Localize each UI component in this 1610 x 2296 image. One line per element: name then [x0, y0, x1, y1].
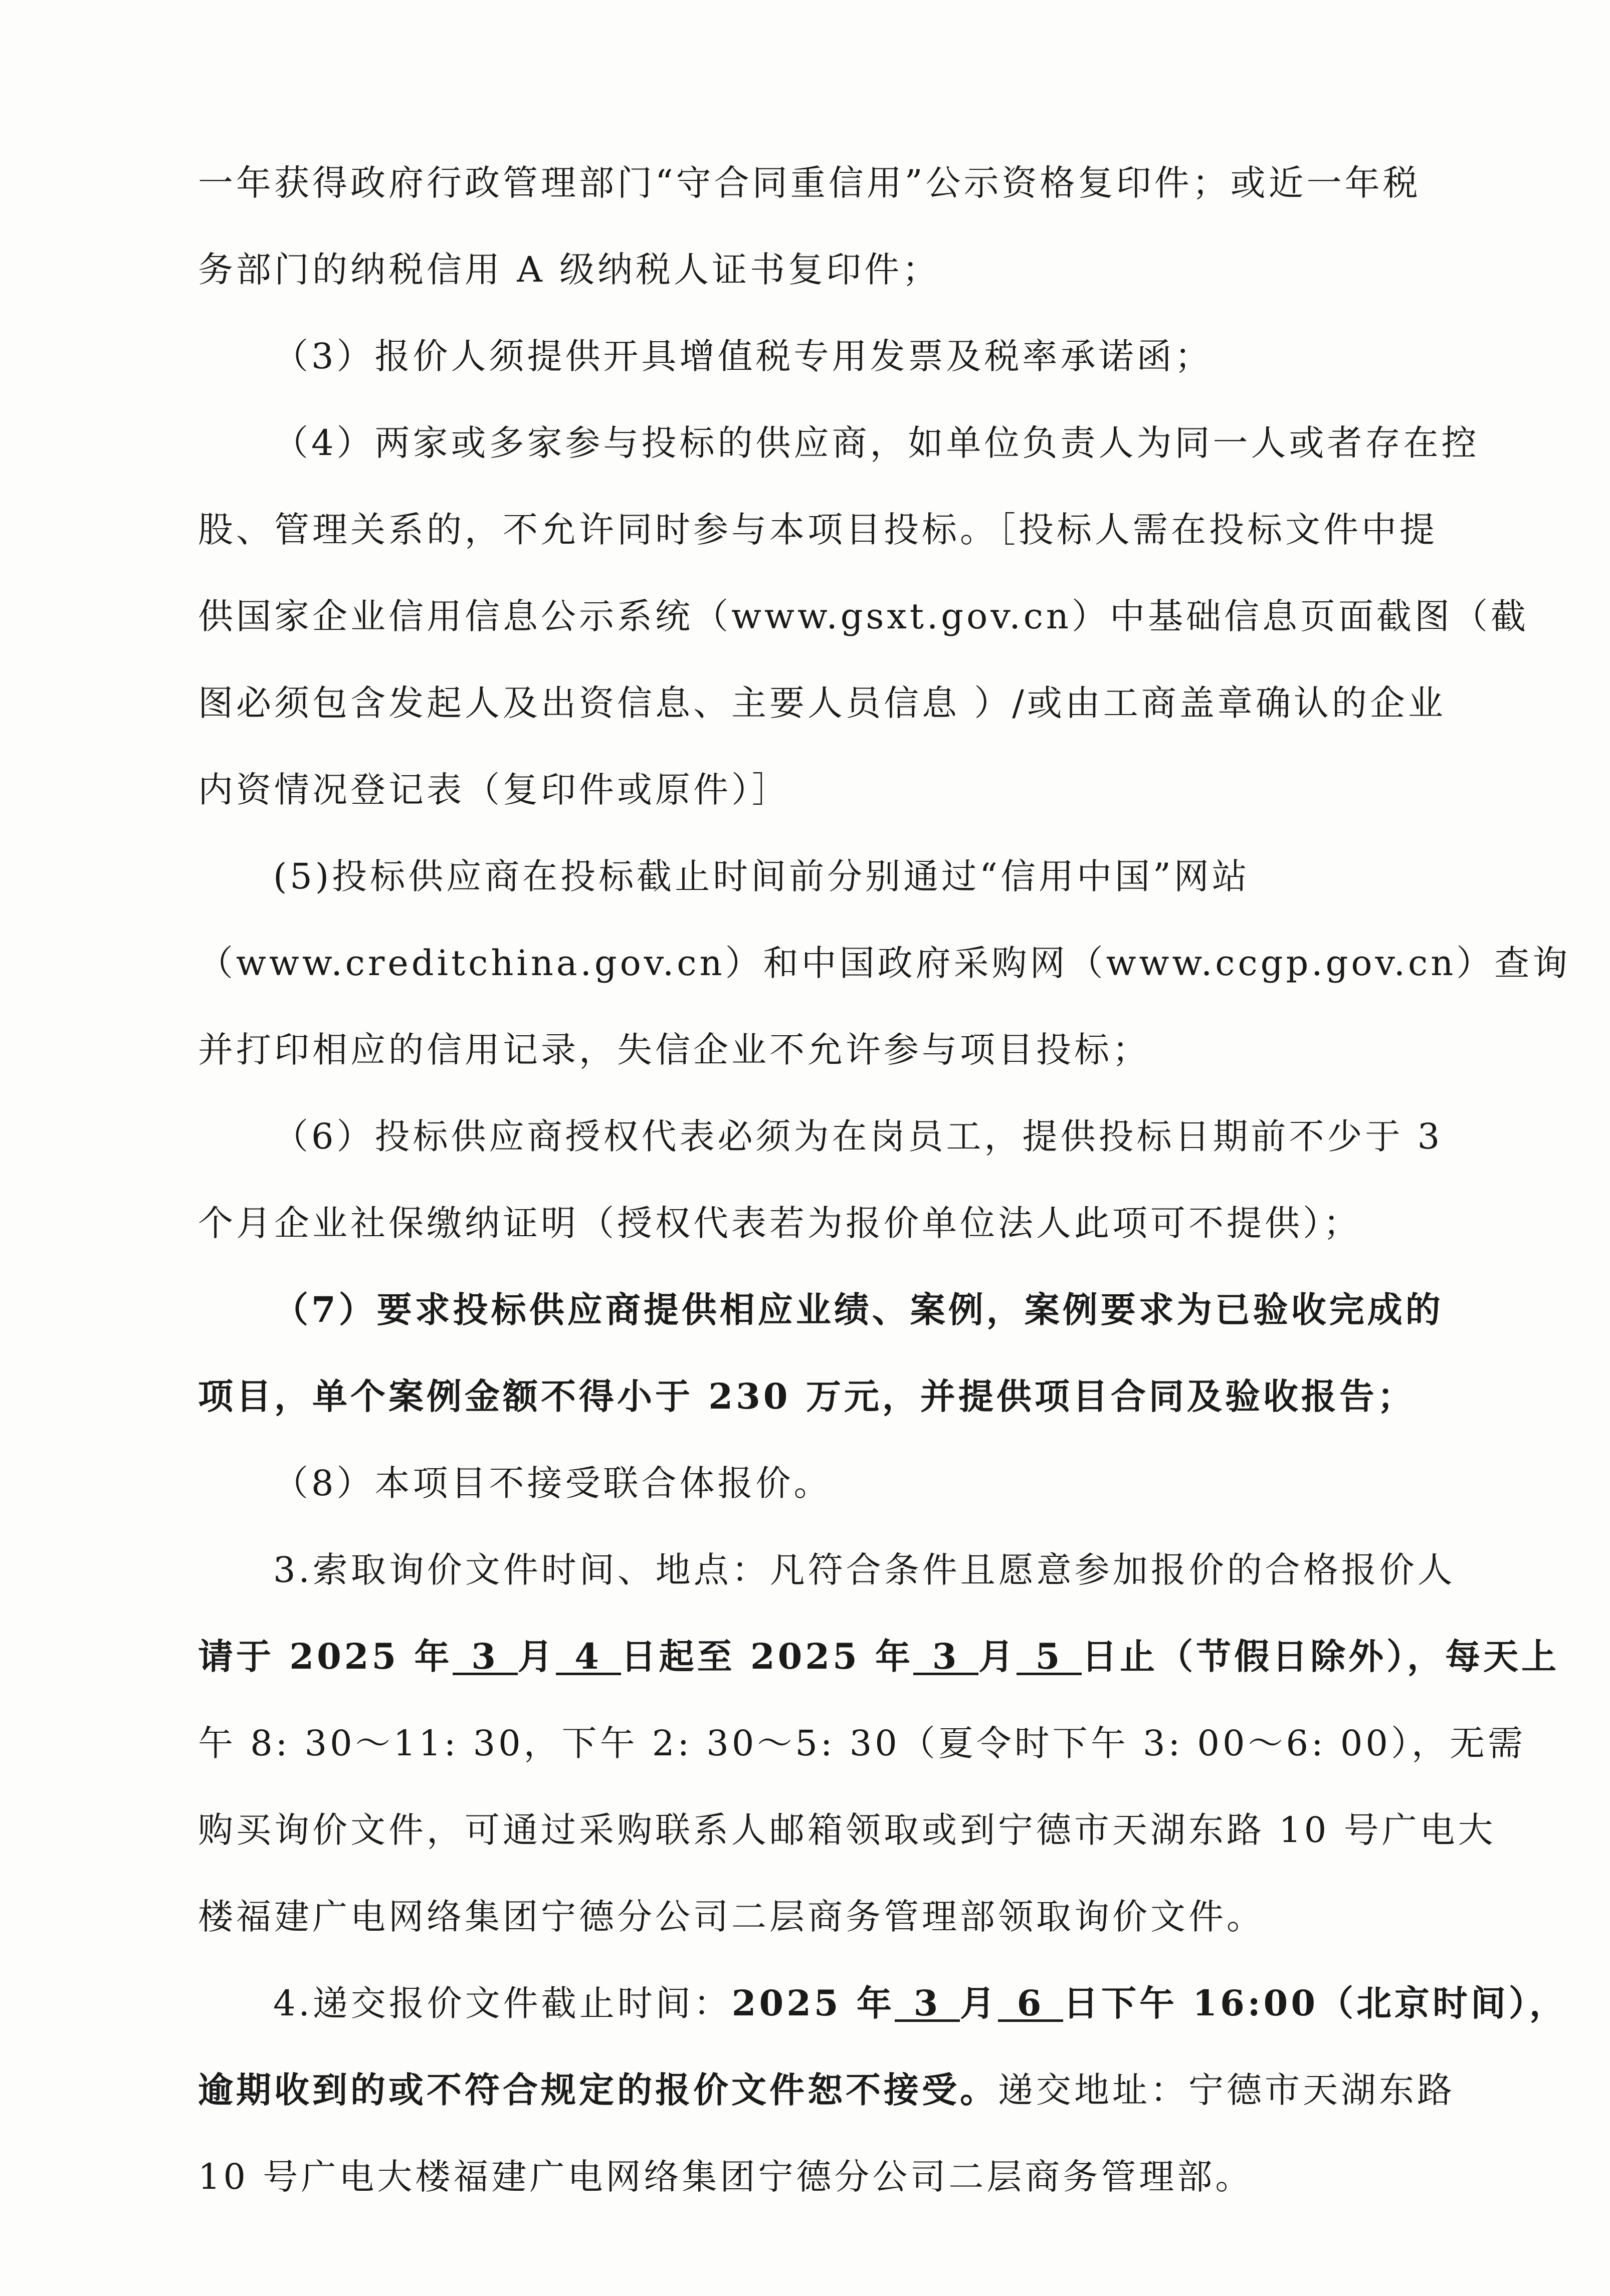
text-line: 个月企业社保缴纳证明（授权代表若为报价单位法人此项可不提供）； [198, 1203, 1361, 1244]
day-field: 6 [998, 1987, 1063, 2022]
deadline-line [198, 1982, 1568, 2024]
section-3-heading: 3.索取询价文件时间、地点：凡符合条件且愿意参加报价的合格报价人 [273, 1549, 1456, 1590]
text-line: 购买询价文件，可通过采购联系人邮箱领取或到宁德市天湖东路 10 号广电大 [198, 1809, 1496, 1851]
text-segment: 日止（节假日除外），每天上 [1082, 1636, 1560, 1677]
item-3: （3）报价人须提供开具增值税专用发票及税率承诺函； [273, 336, 1213, 377]
text-segment: 逾期收到的或不符合规定的报价文件恕不接受。 [198, 2069, 998, 2111]
text-segment: 月 [960, 1982, 998, 2024]
text-segment: 递交地址：宁德市天湖东路 [998, 2070, 1455, 2111]
item-5: (5)投标供应商在投标截止时间前分别通过“信用中国”网站 [273, 856, 1250, 897]
text-segment: 4.递交报价文件截止时间： [273, 1983, 732, 2024]
item-8: （8）本项目不接受联合体报价。 [273, 1463, 832, 1504]
item-7: （7）要求投标供应商提供相应业绩、案例，案例要求为已验收完成的 [273, 1289, 1444, 1330]
item-6: （6）投标供应商授权代表必须为在岗员工，提供投标日期前不少于 3 [273, 1116, 1443, 1157]
day-field: 4 [556, 1641, 621, 1675]
text-line: （www.creditchina.gov.cn）和中国政府采购网（www.ccgp.gov.cn）查询 [198, 943, 1571, 984]
document-body [198, 162, 1571, 2246]
text-line: 一年获得政府行政管理部门“守合同重信用”公示资格复印件；或近一年税 [198, 162, 1421, 203]
text-line: 项目，单个案例金额不得小于 230 万元，并提供项目合同及验收报告； [198, 1375, 1416, 1417]
text-line: 10 号广电大楼福建广电网络集团宁德分公司二层商务管理部。 [198, 2156, 1254, 2197]
text-line: 并打印相应的信用记录，失信企业不允许参与项目投标； [198, 1029, 1150, 1070]
text-line [198, 2069, 1461, 2111]
text-line: 供国家企业信用信息公示系统（www.gsxt.gov.cn）中基础信息页面截图（截 [198, 596, 1529, 637]
text-line: 图必须包含发起人及出资信息、主要人员信息 ）/或由工商盖章确认的企业 [198, 682, 1446, 724]
text-segment: 2025 年 [731, 1982, 895, 2024]
text-segment: 请于 2025 年 [198, 1636, 453, 1677]
item-4: （4）两家或多家参与投标的供应商，如单位负责人为同一人或者存在控 [273, 422, 1480, 464]
text-line: 内资情况登记表（复印件或原件）］ [198, 769, 790, 810]
text-line: 午 8: 30～11: 30，下午 2: 30～5: 30（夏令时下午 3: 00～6: 00），无需 [198, 1723, 1526, 1764]
month-field: 3 [453, 1641, 518, 1675]
text-line: 股、管理关系的，不允许同时参与本项目投标。［投标人需在投标文件中提 [198, 509, 1438, 550]
month-field: 3 [895, 1987, 960, 2022]
text-line: 务部门的纳税信用 A 级纳税人证书复印件； [198, 249, 941, 290]
date-range-line [198, 1636, 1560, 1677]
text-line: 楼福建广电网络集团宁德分公司二层商务管理部领取询价文件。 [198, 1896, 1265, 1937]
text-segment: 月 [517, 1636, 556, 1677]
month-field: 3 [913, 1641, 978, 1675]
text-segment: 日下午 16:00（北京时间）， [1063, 1982, 1568, 2024]
text-segment: 月 [978, 1636, 1017, 1677]
text-segment: 日起至 2025 年 [621, 1636, 914, 1677]
day-field: 5 [1017, 1641, 1082, 1675]
